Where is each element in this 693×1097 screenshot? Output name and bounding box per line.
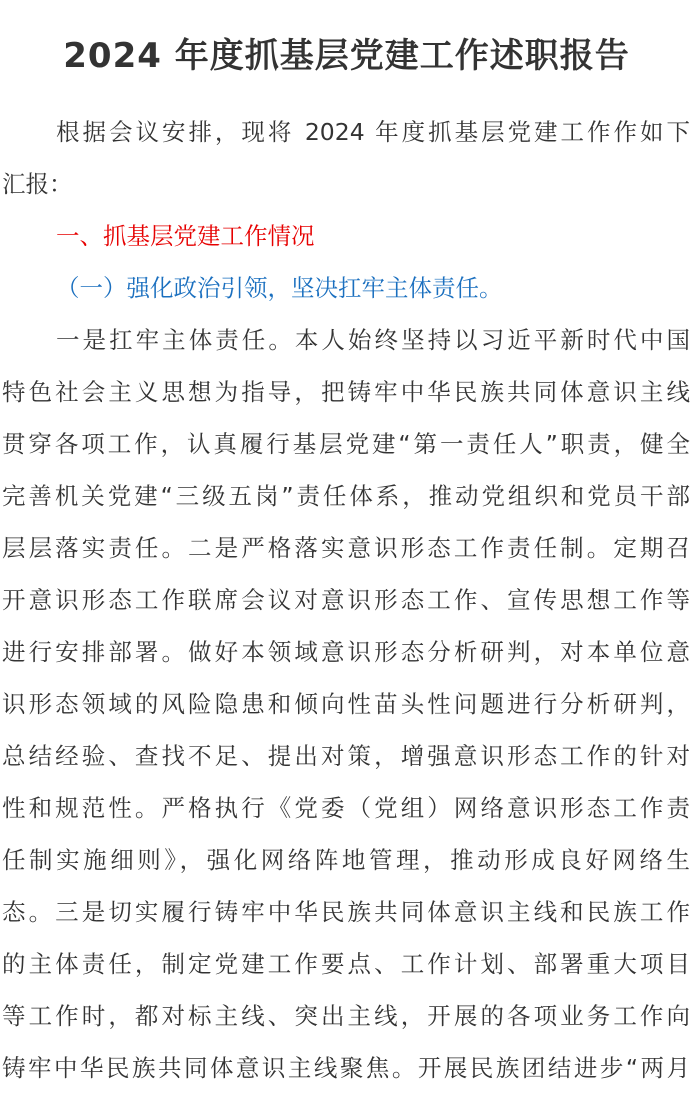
subsection-heading: （一）强化政治引领，坚决扛牢主体责任。 [56,274,503,302]
document-title: 2024 年度抓基层党建工作述职报告 [63,36,630,76]
paragraph-line: 识形态领域的风险隐患和倾向性苗头性问题进行分析研判， [2,690,690,718]
paragraph-line: 任制实施细则》，强化网络阵地管理，推动形成良好网络生 [2,846,690,874]
paragraph-line: 一是扛牢主体责任。本人始终坚持以习近平新时代中国 [56,326,690,354]
paragraph-line: 总结经验、查找不足、提出对策，增强意识形态工作的针对 [2,742,690,770]
paragraph-line: 态。三是切实履行铸牢中华民族共同体意识主线和民族工作 [2,898,690,926]
paragraph-line: 性和规范性。严格执行《党委（党组）网络意识形态工作责 [2,794,690,822]
section-heading: 一、抓基层党建工作情况 [56,222,315,250]
paragraph-line: 铸牢中华民族共同体意识主线聚焦。开展民族团结进步“两月 [2,1054,690,1082]
paragraph-line: 的主体责任，制定党建工作要点、工作计划、部署重大项目 [2,950,690,978]
paragraph-line: 特色社会主义思想为指导，把铸牢中华民族共同体意识主线 [2,378,690,406]
paragraph-line: 贯穿各项工作，认真履行基层党建“第一责任人”职责，健全 [2,430,690,458]
paragraph-line: 完善机关党建“三级五岗”责任体系，推动党组织和党员干部 [2,482,690,510]
paragraph-line: 进行安排部署。做好本领域意识形态分析研判，对本单位意 [2,638,690,666]
paragraph-line: 等工作时，都对标主线、突出主线，开展的各项业务工作向 [2,1002,690,1030]
intro-line: 根据会议安排，现将 2024 年度抓基层党建工作作如下 [56,118,690,146]
document-body [2,106,690,1094]
paragraph-line: 开意识形态工作联席会议对意识形态工作、宣传思想工作等 [2,586,690,614]
paragraph-line: 层层落实责任。二是严格落实意识形态工作责任制。定期召 [2,534,690,562]
intro-line: 汇报： [2,170,73,198]
